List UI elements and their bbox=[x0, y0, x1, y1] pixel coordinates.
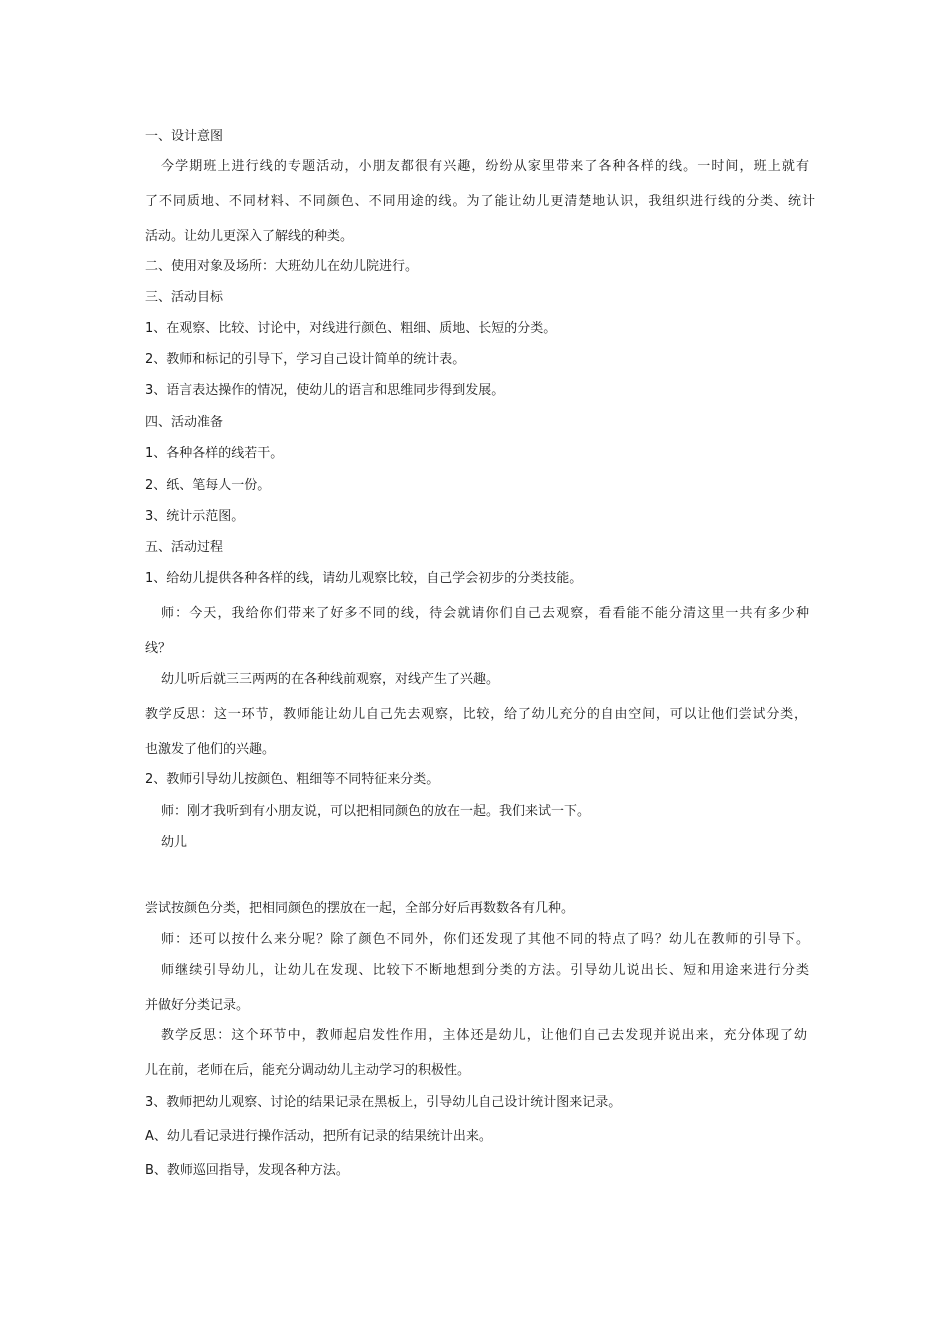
goal-item: 3、语言表达操作的情况，使幼儿的语言和思维同步得到发展。 bbox=[145, 383, 505, 398]
heading-activity-process: 五、活动过程 bbox=[145, 540, 224, 555]
heading-audience-venue: 二、使用对象及场所：大班幼儿在幼儿院进行。 bbox=[145, 259, 419, 274]
process-step: 1、给幼儿提供各种各样的线，请幼儿观察比较，自己学会初步的分类技能。 bbox=[145, 571, 583, 586]
process-step: 3、教师把幼儿观察、讨论的结果记录在黑板上，引导幼儿自己设计统计图来记录。 bbox=[145, 1095, 622, 1110]
paragraph-line: 师：刚才我听到有小朋友说，可以把相同颜色的放在一起。我们来试一下。 bbox=[161, 804, 591, 819]
paragraph-line: 线？ bbox=[145, 641, 172, 656]
prep-item: 1、各种各样的线若干。 bbox=[145, 446, 284, 461]
paragraph-line: 活动。让幼儿更深入了解线的种类。 bbox=[145, 229, 354, 244]
paragraph-line: 幼儿 bbox=[161, 835, 188, 850]
process-step: 2、教师引导幼儿按颜色、粗细等不同特征来分类。 bbox=[145, 772, 440, 787]
paragraph-line: 师：今天，我给你们带来了好多不同的线，待会就请你们自己去观察，看看能不能分清这里一共有多少种 bbox=[161, 606, 809, 621]
paragraph-line: 教学反思：这个环节中，教师起启发性作用，主体还是幼儿，让他们自己去发现并说出来，充分体现了幼 bbox=[161, 1028, 807, 1043]
paragraph-line: 儿在前，老师在后，能充分调动幼儿主动学习的积极性。 bbox=[145, 1063, 471, 1078]
paragraph-line: 了不同质地、不同材料、不同颜色、不同用途的线。为了能让幼儿更清楚地认识，我组织进行线的分类、统计 bbox=[145, 194, 815, 209]
prep-item: 3、统计示范图。 bbox=[145, 509, 245, 524]
substep-item: A、幼儿看记录进行操作活动，把所有记录的结果统计出来。 bbox=[145, 1129, 492, 1144]
paragraph-line: 并做好分类记录。 bbox=[145, 998, 250, 1013]
prep-item: 2、纸、笔每人一份。 bbox=[145, 478, 271, 493]
paragraph-line: 师继续引导幼儿，让幼儿在发现、比较下不断地想到分类的方法。引导幼儿说出长、短和用途来进行分类 bbox=[161, 963, 809, 978]
paragraph-line: 教学反思：这一环节，教师能让幼儿自己先去观察，比较，给了幼儿充分的自由空间，可以让他们尝试分类， bbox=[145, 707, 807, 722]
goal-item: 1、在观察、比较、讨论中，对线进行颜色、粗细、质地、长短的分类。 bbox=[145, 321, 557, 336]
goal-item: 2、教师和标记的引导下，学习自己设计简单的统计表。 bbox=[145, 352, 466, 367]
paragraph-line: 师：还可以按什么来分呢？除了颜色不同外，你们还发现了其他不同的特点了吗？幼儿在教师的引导下。 bbox=[161, 932, 809, 947]
heading-activity-goals: 三、活动目标 bbox=[145, 290, 224, 305]
paragraph-line: 尝试按颜色分类，把相同颜色的摆放在一起，全部分好后再数数各有几种。 bbox=[145, 901, 575, 916]
substep-item: B、教师巡回指导，发现各种方法。 bbox=[145, 1163, 349, 1178]
heading-activity-prep: 四、活动准备 bbox=[145, 415, 224, 430]
paragraph-line: 也激发了他们的兴趣。 bbox=[145, 742, 276, 757]
paragraph-line: 今学期班上进行线的专题活动，小朋友都很有兴趣，纷纷从家里带来了各种各样的线。一时间，班上就有 bbox=[161, 159, 809, 174]
heading-design-intent: 一、设计意图 bbox=[145, 129, 224, 144]
paragraph-line: 幼儿听后就三三两两的在各种线前观察，对线产生了兴趣。 bbox=[161, 672, 500, 687]
